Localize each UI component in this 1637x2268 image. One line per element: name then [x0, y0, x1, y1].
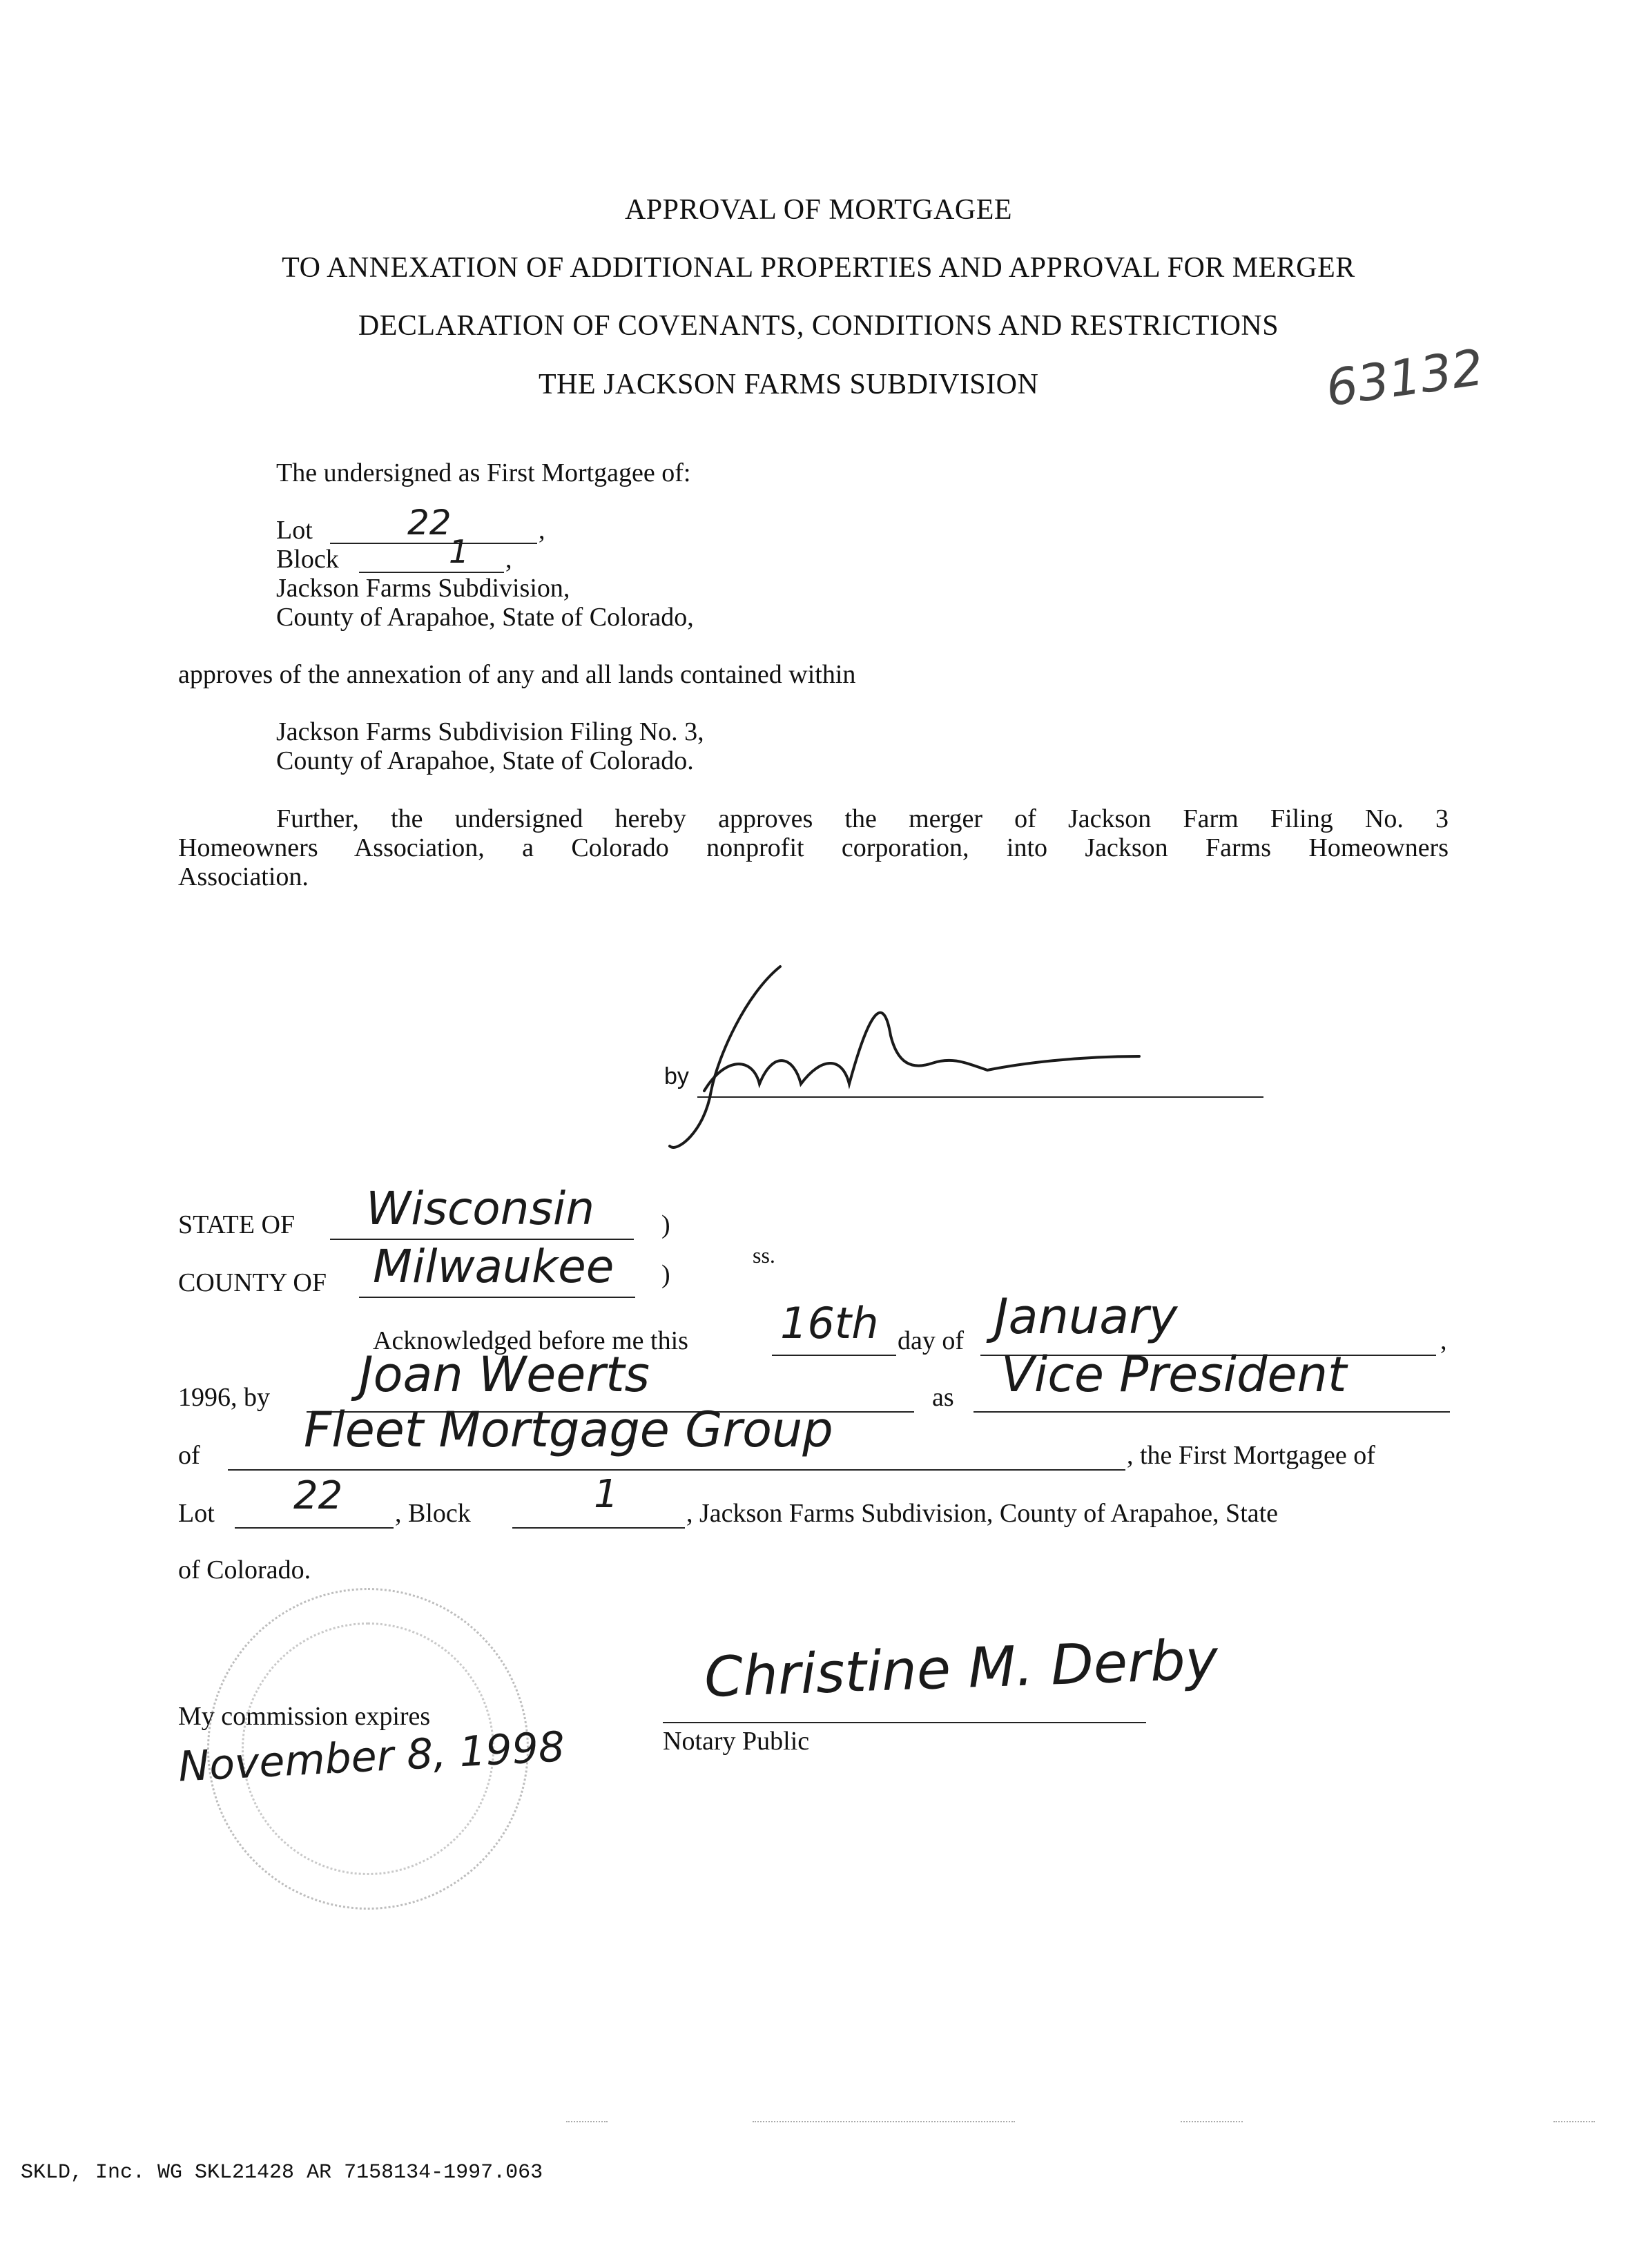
county-value-handwritten: Milwaukee [373, 1240, 614, 1293]
notary-public-label: Notary Public [663, 1727, 810, 1756]
handwritten-reference-number: 63132 [1322, 338, 1487, 418]
by-label: by [664, 1063, 689, 1089]
commission-label: My commission expires [178, 1702, 431, 1731]
title-line-2: TO ANNEXATION OF ADDITIONAL PROPERTIES AND APPROVAL FOR MERGER [282, 252, 1355, 284]
further-line-1: Further, the undersigned hereby approves the merger of Jackson Farm Filing No. 3 [276, 804, 1449, 833]
location-tail-text: , Jackson Farms Subdivision, County of Arapahoe, State [686, 1499, 1279, 1528]
day-of-label: day of [898, 1326, 965, 1355]
county-underline [359, 1297, 635, 1298]
commission-date-handwritten: November 8, 1998 [177, 1723, 566, 1792]
notary-signature: Christine M. Derby [703, 1627, 1219, 1709]
title-value-handwritten: Vice President [1001, 1346, 1347, 1403]
block-value-handwritten: 1 [449, 533, 469, 570]
scan-mark [1181, 2121, 1243, 2122]
further-line-2: Homeowners Association, a Colorado nonprofit corporation, into Jackson Farms Homeowners [178, 833, 1449, 862]
county-text: County of Arapahoe, State of Colorado, [276, 603, 694, 632]
company-underline [228, 1469, 1125, 1471]
ss-label: ss. [753, 1243, 775, 1268]
block-label: Block [276, 545, 339, 574]
first-mortgagee-text: , the First Mortgagee of [1127, 1441, 1375, 1470]
block-value-notary-handwritten: 1 [594, 1472, 619, 1517]
scan-mark [566, 2121, 608, 2122]
mortgagee-signature [663, 953, 1160, 1160]
title-line-3: DECLARATION OF COVENANTS, CONDITIONS AND RESTRICTIONS [358, 310, 1279, 342]
approves-text: approves of the annexation of any and all lands contained within [178, 660, 856, 689]
state-value-handwritten: Wisconsin [366, 1182, 595, 1235]
notary-signature-line [663, 1722, 1146, 1723]
as-label: as [932, 1383, 954, 1412]
block-comma: , [505, 545, 512, 574]
title-underline [974, 1411, 1450, 1413]
further-line-3: Association. [178, 862, 309, 891]
month-comma: , [1440, 1326, 1447, 1355]
company-value-handwritten: Fleet Mortgage Group [304, 1402, 833, 1458]
of-label: of [178, 1441, 200, 1470]
state-label: STATE OF [178, 1210, 296, 1239]
year-by-label: 1996, by [178, 1383, 270, 1412]
county-paren: ) [661, 1260, 670, 1289]
county-label: COUNTY OF [178, 1268, 327, 1297]
undersigned-text: The undersigned as First Mortgagee of: [276, 458, 691, 487]
of-colorado-text: of Colorado. [178, 1555, 311, 1584]
recording-footer: SKLD, Inc. WG SKL21428 AR 7158134-1997.063 [21, 2161, 543, 2184]
block-underline-notary [512, 1527, 685, 1529]
scan-mark [753, 2121, 1015, 2122]
acknowledged-label: Acknowledged before me this [373, 1326, 688, 1355]
name-value-handwritten: Joan Weerts [359, 1346, 650, 1403]
subdivision-text: Jackson Farms Subdivision, [276, 574, 570, 603]
filing-text: Jackson Farms Subdivision Filing No. 3, [276, 717, 704, 746]
lot-underline-notary [235, 1527, 394, 1529]
lot-comma: , [539, 516, 545, 545]
filing-county-text: County of Arapahoe, State of Colorado. [276, 746, 694, 775]
lot-label: Lot [276, 516, 313, 545]
lot-label-notary: Lot [178, 1499, 215, 1528]
scan-mark [1553, 2121, 1595, 2122]
lot-value-notary-handwritten: 22 [293, 1473, 343, 1518]
title-line-1: APPROVAL OF MORTGAGEE [624, 194, 1013, 226]
lot-value-handwritten: 22 [407, 503, 452, 543]
block-label-notary: , Block [395, 1499, 471, 1528]
month-value-handwritten: January [994, 1288, 1178, 1345]
state-paren: ) [661, 1210, 670, 1239]
title-line-4: THE JACKSON FARMS SUBDIVISION [539, 369, 1039, 400]
day-value-handwritten: 16th [780, 1298, 879, 1348]
day-underline [772, 1355, 896, 1356]
